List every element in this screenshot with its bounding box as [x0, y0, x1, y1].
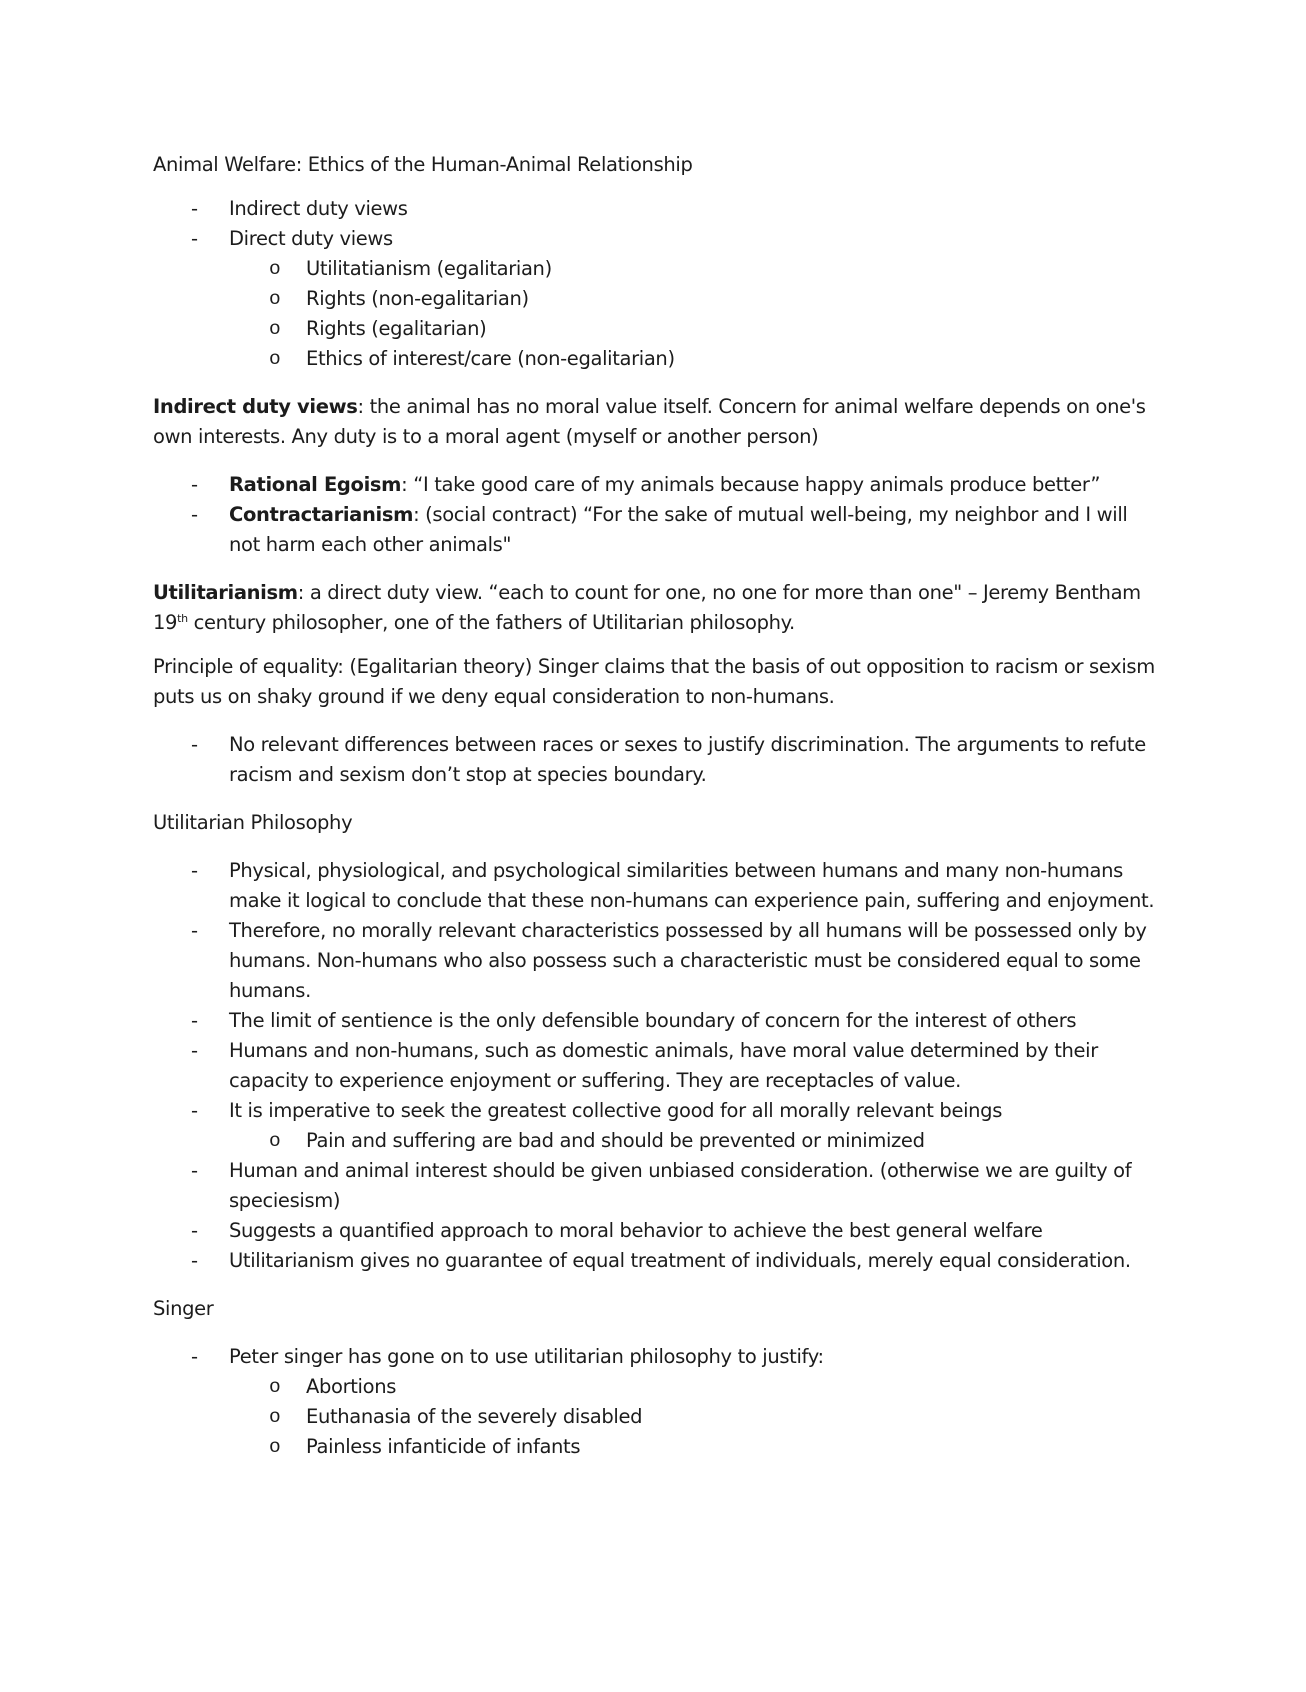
list-item: - No relevant differences between races or sexes to justify discrimination. The arguments to refute racism and sexism don’t stop at species boundary. [153, 730, 1163, 790]
sub-list-item: o Euthanasia of the severely disabled [153, 1402, 1163, 1432]
sub-list-item: o Abortions [153, 1372, 1163, 1402]
list-item: - Physical, physiological, and psychological similarities between humans and many non-humans make it logical to conclude that these non-humans can experience pain, suffering and enjoyment. [153, 856, 1163, 916]
dash-marker: - [191, 227, 198, 250]
circle-marker: o [269, 1376, 281, 1398]
circle-marker: o [269, 1406, 281, 1428]
circle-marker: o [269, 288, 281, 310]
circle-marker: o [269, 348, 281, 370]
dash-marker: - [191, 503, 198, 526]
dash-marker: - [191, 733, 198, 756]
ordinal-superscript: th [177, 612, 188, 625]
list-item: - Contractarianism: (social contract) “For the sake of mutual well-being, my neighbor and I will not harm each other animals" [153, 500, 1163, 560]
circle-marker: o [269, 318, 281, 340]
dash-marker: - [191, 1099, 198, 1122]
list-item: - Rational Egoism: “I take good care of my animals because happy animals produce better” [153, 470, 1163, 500]
dash-marker: - [191, 1219, 198, 1242]
circle-marker: o [269, 1130, 281, 1152]
dash-marker: - [191, 1249, 198, 1272]
equality-paragraph: Principle of equality: (Egalitarian theory) Singer claims that the basis of out opposition to racism or sexism puts us on shaky ground if we deny equal consideration to non-humans. [153, 655, 1155, 708]
dash-marker: - [191, 197, 198, 220]
list-item: - It is imperative to seek the greatest collective good for all morally relevant beings [153, 1096, 1163, 1126]
section-heading: Singer [153, 1297, 214, 1320]
dash-marker: - [191, 859, 198, 882]
outline-list [153, 194, 1163, 374]
dash-marker: - [191, 1009, 198, 1032]
dash-marker: - [191, 1345, 198, 1368]
dash-marker: - [191, 1039, 198, 1062]
sub-list-item: o Rights (non-egalitarian) [153, 284, 1163, 314]
list-item: - Therefore, no morally relevant characteristics possessed by all humans will be possessed only by humans. Non-humans who also possess such a characteristic must be considered equal to some humans. [153, 916, 1163, 1006]
indirect-duty-paragraph: Indirect duty views: the animal has no moral value itself. Concern for animal welfare depends on one's own interests. Any duty is to a moral agent (myself or another person) [153, 395, 1146, 448]
dash-marker: - [191, 473, 198, 496]
indirect-duty-list [153, 470, 1163, 560]
list-item: - Indirect duty views [153, 194, 1163, 224]
list-item: - Peter singer has gone on to use utilitarian philosophy to justify: [153, 1342, 1163, 1372]
circle-marker: o [269, 1436, 281, 1458]
list-item: - Human and animal interest should be given unbiased consideration. (otherwise we are guilty of speciesism) [153, 1156, 1163, 1216]
dash-marker: - [191, 919, 198, 942]
list-item: - Humans and non-humans, such as domestic animals, have moral value determined by their capacity to experience enjoyment or suffering. They are receptacles of value. [153, 1036, 1163, 1096]
sub-list-item: o Ethics of interest/care (non-egalitarian) [153, 344, 1163, 374]
singer-list [153, 1342, 1163, 1462]
list-item: - The limit of sentience is the only defensible boundary of concern for the interest of others [153, 1006, 1163, 1036]
sub-list-item: o Pain and suffering are bad and should be prevented or minimized [153, 1126, 1163, 1156]
document-body [153, 150, 1163, 1462]
utilitarianism-paragraph: Utilitarianism: a direct duty view. “each to count for one, no one for more than one" – Jeremy Bentham 19th century philosopher, one of the fathers of Utilitarian philosophy. [153, 581, 1141, 634]
list-item: - Suggests a quantified approach to moral behavior to achieve the best general welfare [153, 1216, 1163, 1246]
circle-marker: o [269, 258, 281, 280]
section-heading: Utilitarian Philosophy [153, 811, 353, 834]
utilitarianism-term: Utilitarianism [153, 581, 298, 604]
dash-marker: - [191, 1159, 198, 1182]
list-item: - Utilitarianism gives no guarantee of equal treatment of individuals, merely equal consideration. [153, 1246, 1163, 1276]
document-title: Animal Welfare: Ethics of the Human-Animal Relationship [153, 153, 693, 176]
sub-list-item: o Utilitatianism (egalitarian) [153, 254, 1163, 284]
sub-list-item: o Rights (egalitarian) [153, 314, 1163, 344]
philosophy-list [153, 856, 1163, 1276]
equality-list [153, 730, 1163, 790]
sub-list-item: o Painless infanticide of infants [153, 1432, 1163, 1462]
list-item: - Direct duty views [153, 224, 1163, 254]
indirect-duty-term: Indirect duty views [153, 395, 358, 418]
